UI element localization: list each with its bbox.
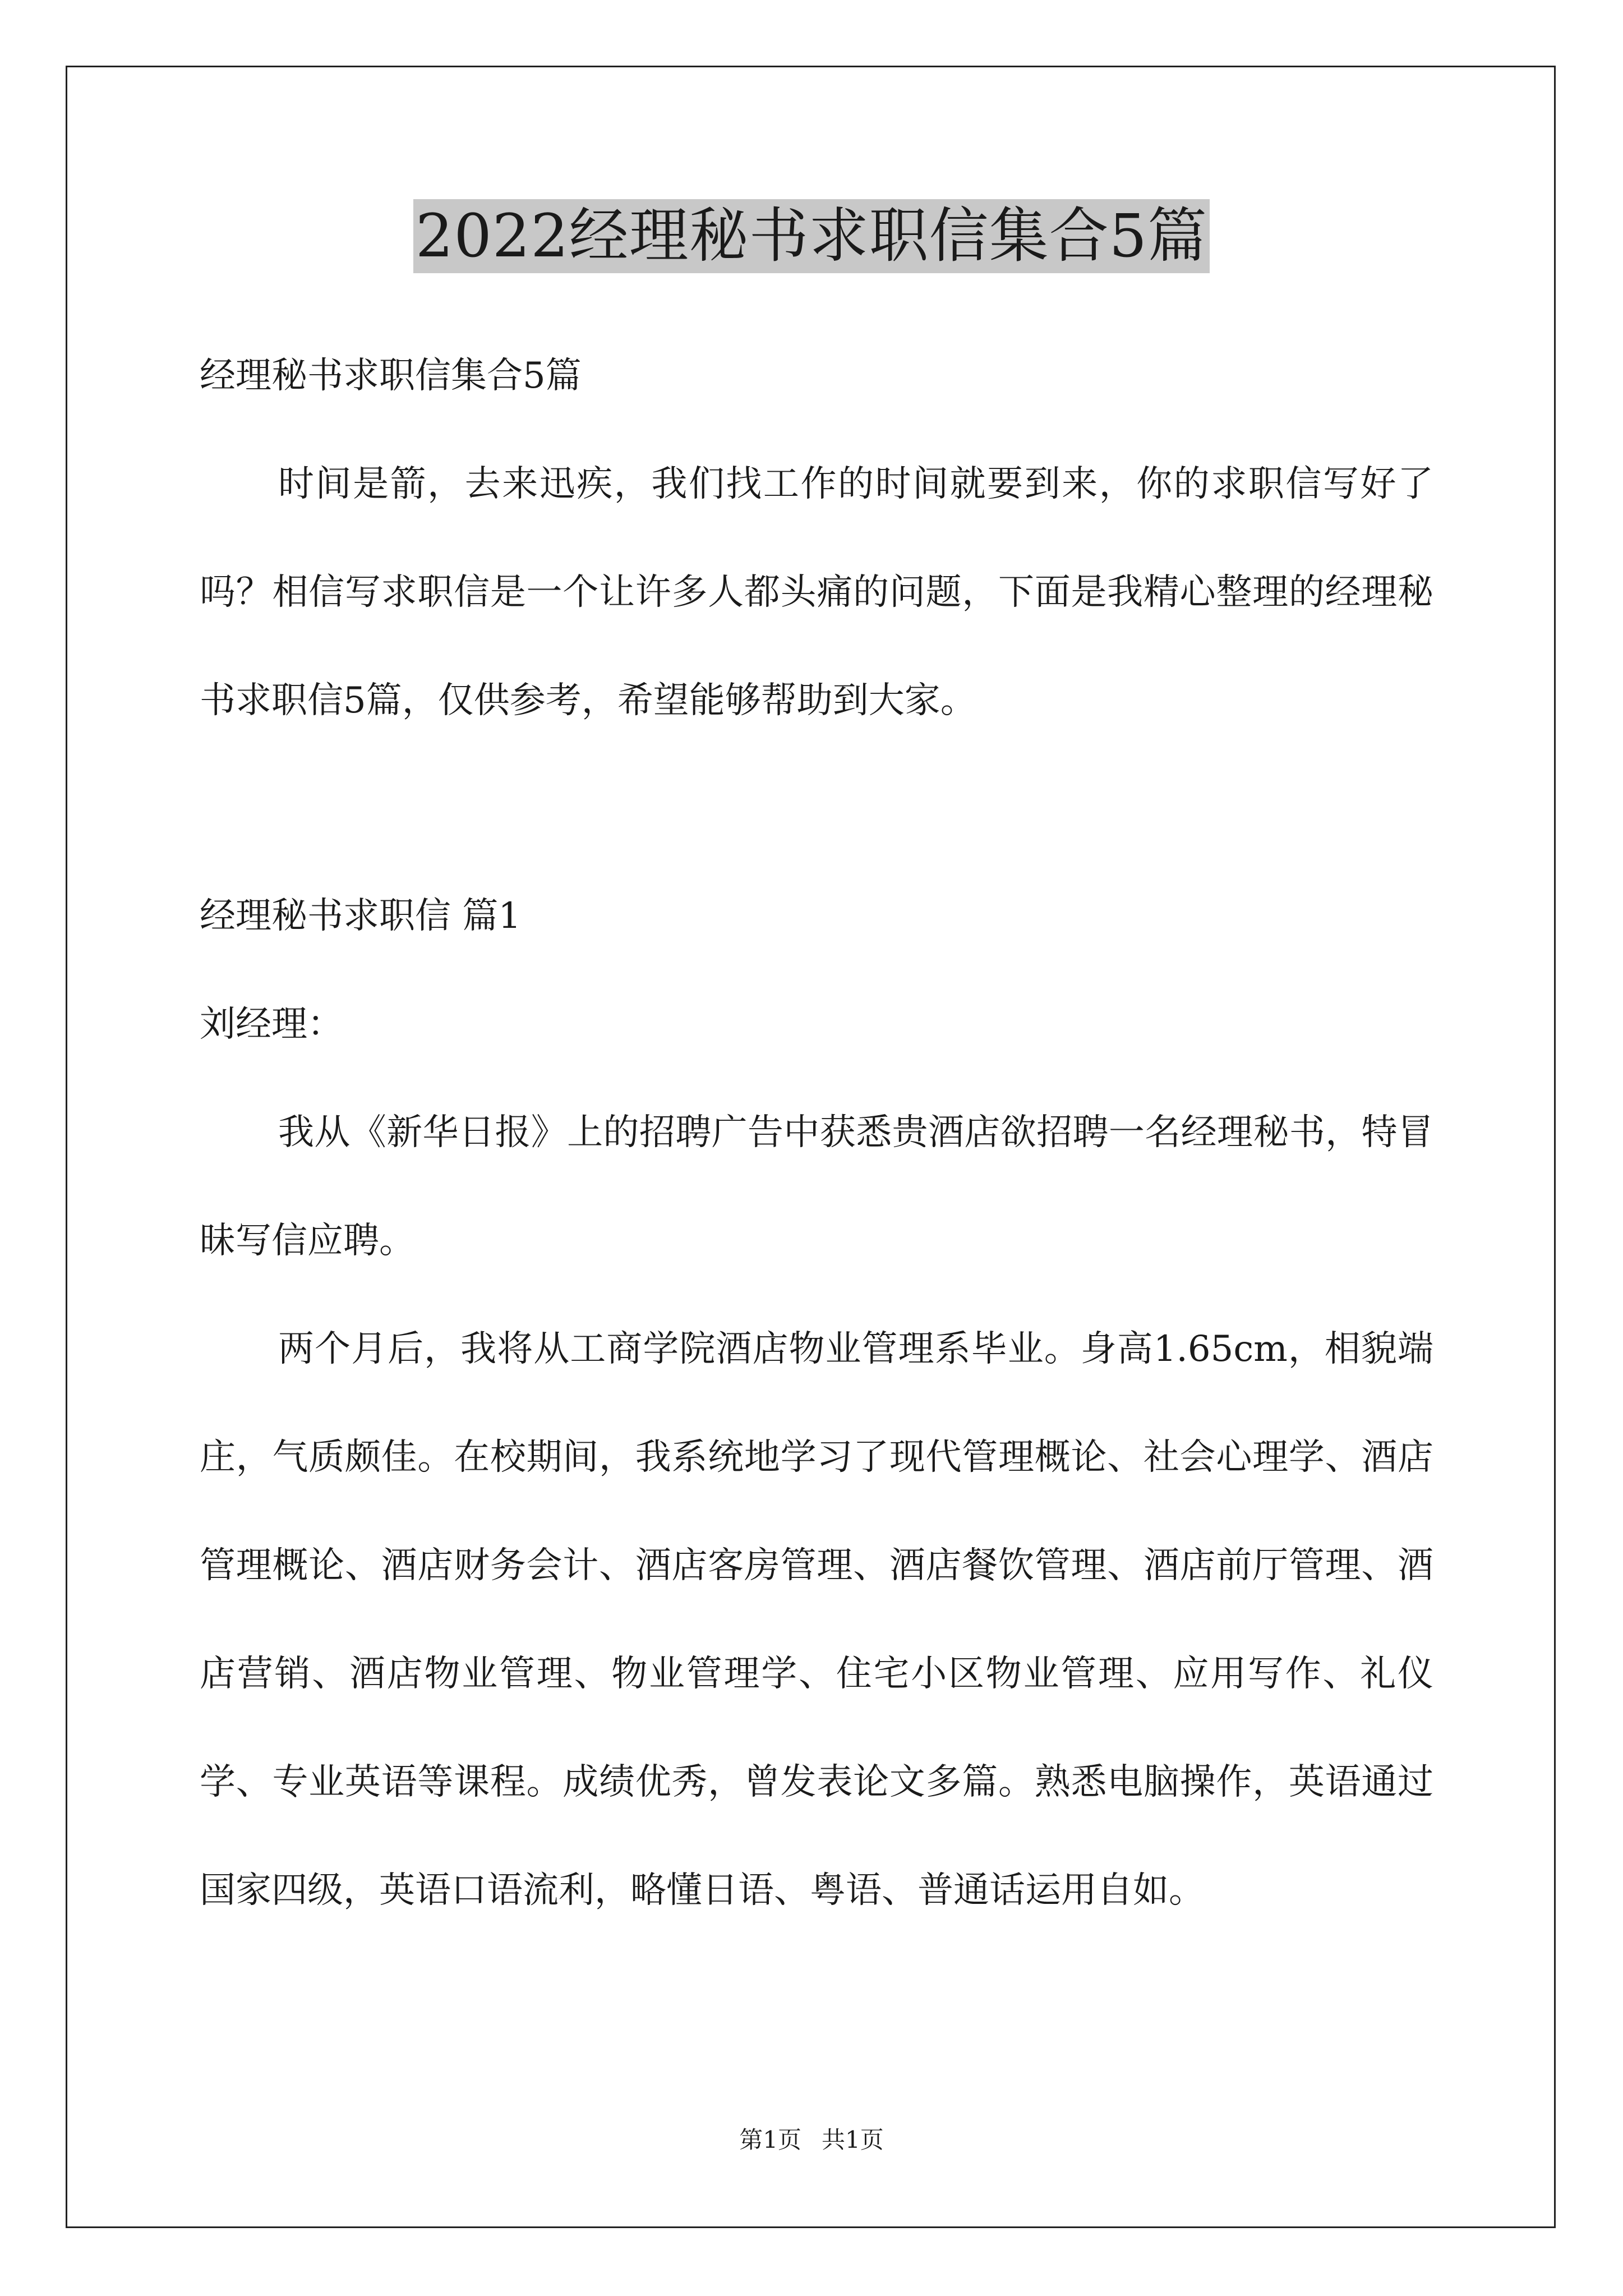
body-paragraph-2: 两个月后，我将从工商学院酒店物业管理系毕业。身高1.65cm，相貌端庄，气质颇佳。在校期间，我系统地学习了现代管理概论、社会心理学、酒店管理概论、酒店财务会计、酒店客房管理、酒店餐饮管理、酒店前厅管理、酒店营销、酒店物业管理、物业管理学、住宅小区物业管理、应用写作、礼仪学、专业英语等课程。成绩优秀，曾发表论文多篇。熟悉电脑操作，英语通过国家四级，英语口语流利，略懂日语、粤语、普通话运用自如。 <box>200 1328 1433 1911</box>
document-title <box>0 199 1623 273</box>
section-heading: 经理秘书求职信 篇1 <box>200 895 522 937</box>
salutation: 刘经理： <box>200 1004 343 1045</box>
page-footer <box>0 2126 1623 2154</box>
document-title-text: 2022经理秘书求职信集合5篇 <box>413 199 1210 273</box>
body-paragraph-1: 我从《新华日报》上的招聘广告中获悉贵酒店欲招聘一名经理秘书，特冒昧写信应聘。 <box>200 1112 1433 1262</box>
intro-paragraph: 时间是箭，去来迅疾，我们找工作的时间就要到来，你的求职信写好了吗？相信写求职信是一个让许多人都头痛的问题，下面是我精心整理的经理秘书求职信5篇，仅供参考，希望能够帮助到大家。 <box>200 463 1433 721</box>
page-number: 第1页 <box>739 2126 801 2154</box>
page-total: 共1页 <box>822 2126 884 2154</box>
document-subtitle: 经理秘书求职信集合5篇 <box>200 355 582 397</box>
